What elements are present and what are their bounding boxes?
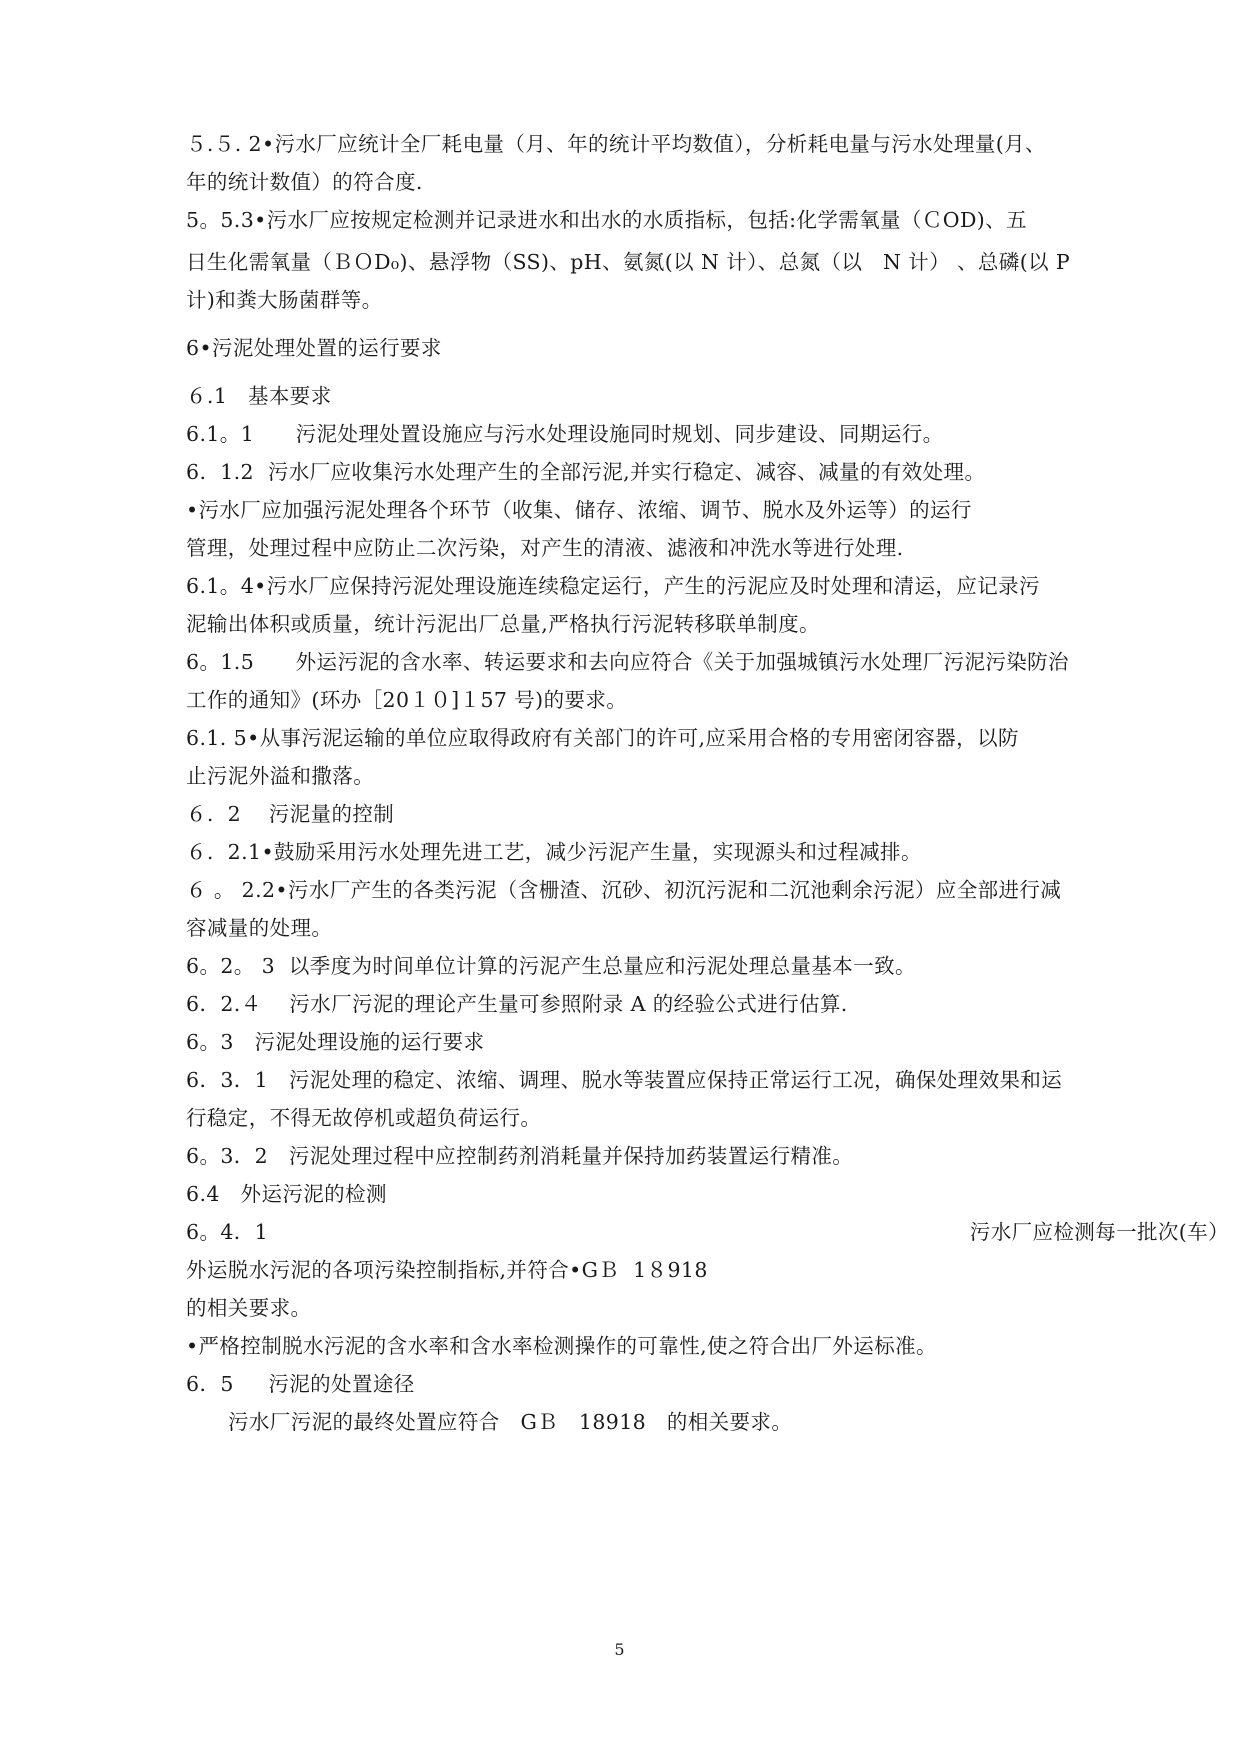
section-6-3-heading: 6。3 污泥处理设施的运行要求 — [186, 1030, 485, 1054]
paragraph-6-2-2-line-1: ６ 。 2.2•污水厂产生的各类污泥（含栅渣、沉砂、初沉污泥和二沉池剩余污泥）应全部进行减 — [186, 878, 1062, 902]
paragraph-5-5-3-line-3: 计)和粪大肠菌群等。 — [186, 288, 383, 312]
paragraph-6-1-3-line-2: 管理，处理过程中应防止二次污染，对产生的清液、滤液和冲洗水等进行处理. — [186, 536, 904, 560]
paragraph-6-4-2: •严格控制脱水污泥的含水率和含水率检测操作的可靠性,使之符合出厂外运标准。 — [186, 1334, 937, 1358]
paragraph-6-1-5b-line-2: 止污泥外溢和撒落。 — [186, 764, 375, 788]
section-6-5-heading: 6．5 污泥的处置途径 — [186, 1372, 415, 1396]
paragraph-6-1-2: 6. 1.2 污水厂应收集污水处理产生的全部污泥,并实行稳定、减容、减量的有效处理。 — [186, 460, 986, 484]
paragraph-6-3-1-line-1: 6．3．1 污泥处理的稳定、浓缩、调理、脱水等装置应保持正常运行工况，确保处理效果和运 — [186, 1068, 1063, 1092]
paragraph-6-2-2-line-2: 容减量的处理。 — [186, 916, 333, 940]
paragraph-6-1-5b-line-1: 6.1. 5•从事污泥运输的单位应取得政府有关部门的许可,应采用合格的专用密闭容器，以防 — [186, 726, 1019, 750]
paragraph-6-4-1-number: 6。4．1 — [186, 1220, 269, 1244]
paragraph-6-4-1-line-3: 的相关要求。 — [186, 1296, 312, 1320]
paragraph-6-3-2: 6。3．2 污泥处理过程中应控制药剂消耗量并保持加药装置运行精准。 — [186, 1144, 854, 1168]
page-number: 5 — [614, 1640, 625, 1659]
paragraph-6-1-4-line-1: 6.1。4•污水厂应保持污泥处理设施连续稳定运行，产生的污泥应及时处理和清运，应记录污 — [186, 574, 1040, 598]
section-6-4-heading: 6.4 外运污泥的检测 — [186, 1182, 387, 1206]
section-6-2-heading: ６. 2 污泥量的控制 — [186, 802, 395, 826]
paragraph-5-5-2-line-2: 年的统计数值）的符合度. — [186, 170, 423, 194]
paragraph-6-3-1-line-2: 行稳定，不得无故停机或超负荷运行。 — [186, 1106, 542, 1130]
paragraph-6-1-3-line-1: •污水厂应加强污泥处理各个环节（收集、储存、浓缩、调节、脱水及外运等）的运行 — [186, 498, 972, 522]
paragraph-5-5-3-line-2: 日生化需氧量（ＢＯD₀)、悬浮物（SS)、pH、氨氮(以 N 计）、总氮（以 N 计） 、总磷(以 P — [186, 250, 1071, 274]
section-6-heading: 6•污泥处理处置的运行要求 — [186, 336, 442, 360]
paragraph-6-1-5-line-1: 6。1.5 外运污泥的含水率、转运要求和去向应符合《关于加强城镇污水处理厂污泥污染防治 — [186, 650, 1069, 674]
paragraph-5-5-3-line-1: 5。5.3•污水厂应按规定检测并记录进水和出水的水质指标，包括:化学需氧量（ＣOD)、五 — [186, 208, 1027, 232]
paragraph-5-5-2-line-1: ５.５. 2•污水厂应统计全厂耗电量（月、年的统计平均数值），分析耗电量与污水处理量(月、 — [186, 132, 1046, 156]
paragraph-6-1-4-line-2: 泥输出体积或质量，统计污泥出厂总量,严格执行污泥转移联单制度。 — [186, 612, 820, 636]
paragraph-6-2-3: 6。2。 3 以季度为时间单位计算的污泥产生总量应和污泥处理总量基本一致。 — [186, 954, 916, 978]
section-6-1-heading: ６.1 基本要求 — [186, 384, 332, 408]
paragraph-6-5-body: 污水厂污泥的最终处置应符合 GＢ 18918 的相关要求。 — [228, 1410, 793, 1434]
paragraph-6-1-5-line-2: 工作的通知》(环办［20１０]１57 号)的要求。 — [186, 688, 628, 712]
paragraph-6-2-1: ６. 2.1•鼓励采用污水处理先进工艺，减少污泥产生量，实现源头和过程减排。 — [186, 840, 922, 864]
paragraph-6-1-1: 6.1。1 污泥处理处置设施应与污水处理设施同时规划、同步建设、同期运行。 — [186, 422, 944, 446]
paragraph-6-4-1-line-2: 外运脱水污泥的各项污染控制指标,并符合•GＢ 1８918 — [186, 1258, 708, 1282]
paragraph-6-2-4: 6．2.４ 污水厂污泥的理论产生量可参照附录 A 的经验公式进行估算. — [186, 992, 848, 1016]
paragraph-6-4-1-line-1: 污水厂应检测每一批次(车） — [969, 1220, 1229, 1244]
